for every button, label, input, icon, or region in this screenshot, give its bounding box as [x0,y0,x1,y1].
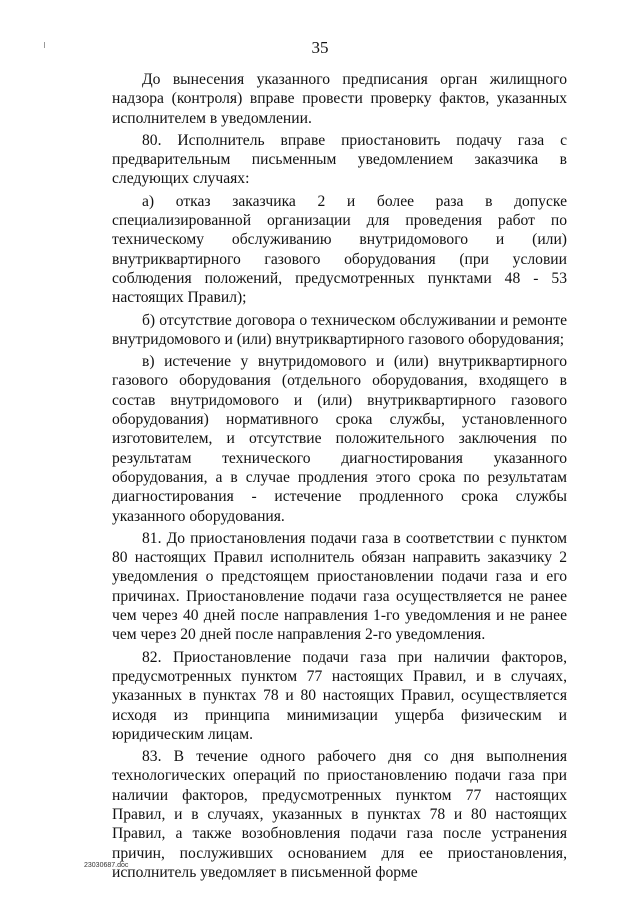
paragraph-82: 82. Приостановление подачи газа при наличии факторов, предусмотренных пунктом 77 настоящих Правил, и в случаях, указанных в пунктах 78 и 80 настоящих Правил, осуществляется исходя из принципа минимизации ущерба физическим и юридическим лицам. [112,648,567,743]
footer-file-code: 23030687.doc [84,862,129,869]
document-body [112,70,567,885]
paragraph-80-b: б) отсутствие договора о техническом обслуживании и ремонте внутридомового и (или) внутриквартирного газового оборудования; [112,311,567,348]
paragraph-83: 83. В течение одного рабочего дня со дня выполнения технологических операций по приостановлению подачи газа при наличии факторов, предусмотренных пунктом 77 настоящих Правил, и в случаях, указанных в пунктах 78 и 80 настоящих Правил, а также возобновления подачи газа после устранения причин, послуживших основанием для ее приостановления, исполнитель уведомляет в письменной форме [112,748,567,881]
page-number: 35 [311,38,329,57]
paragraph-80-v: в) истечение у внутридомового и (или) внутриквартирного газового оборудования (отдельного оборудования, входящего в состав внутридомового и (или) внутриквартирного газового оборудования) нормативного срока службы, установленного изготовителем, и отсутствие положительного заключения по результатам технического диагностирования указанного оборудования, а в случае продления этого срока по результатам диагностирования - истечение продленного срока службы указанного оборудования. [112,353,567,525]
paragraph-80: 80. Исполнитель вправе приостановить подачу газа с предварительным письменным уведомлением заказчика в следующих случаях: [112,131,567,188]
paragraph-80-a: а) отказ заказчика 2 и более раза в допуске специализированной организации для проведения работ по техническому обслуживанию внутридомового и (или) внутриквартирного газового оборудования (при условии соблюдения положений, предусмотренных пунктами 48 - 53 настоящих Правил); [112,192,567,307]
paragraph-intro: До вынесения указанного предписания орган жилищного надзора (контроля) вправе провести проверку фактов, указанных исполнителем в уведомлении. [112,71,567,127]
paragraph-81: 81. До приостановления подачи газа в соответствии с пунктом 80 настоящих Правил исполнитель обязан направить заказчику 2 уведомления о предстоящем приостановлении подачи газа и его причинах. Приостановление подачи газа осуществляется не ранее чем через 40 дней после направления 1-го уведомления и не ранее чем через 20 дней после направления 2-го уведомления. [112,529,567,644]
